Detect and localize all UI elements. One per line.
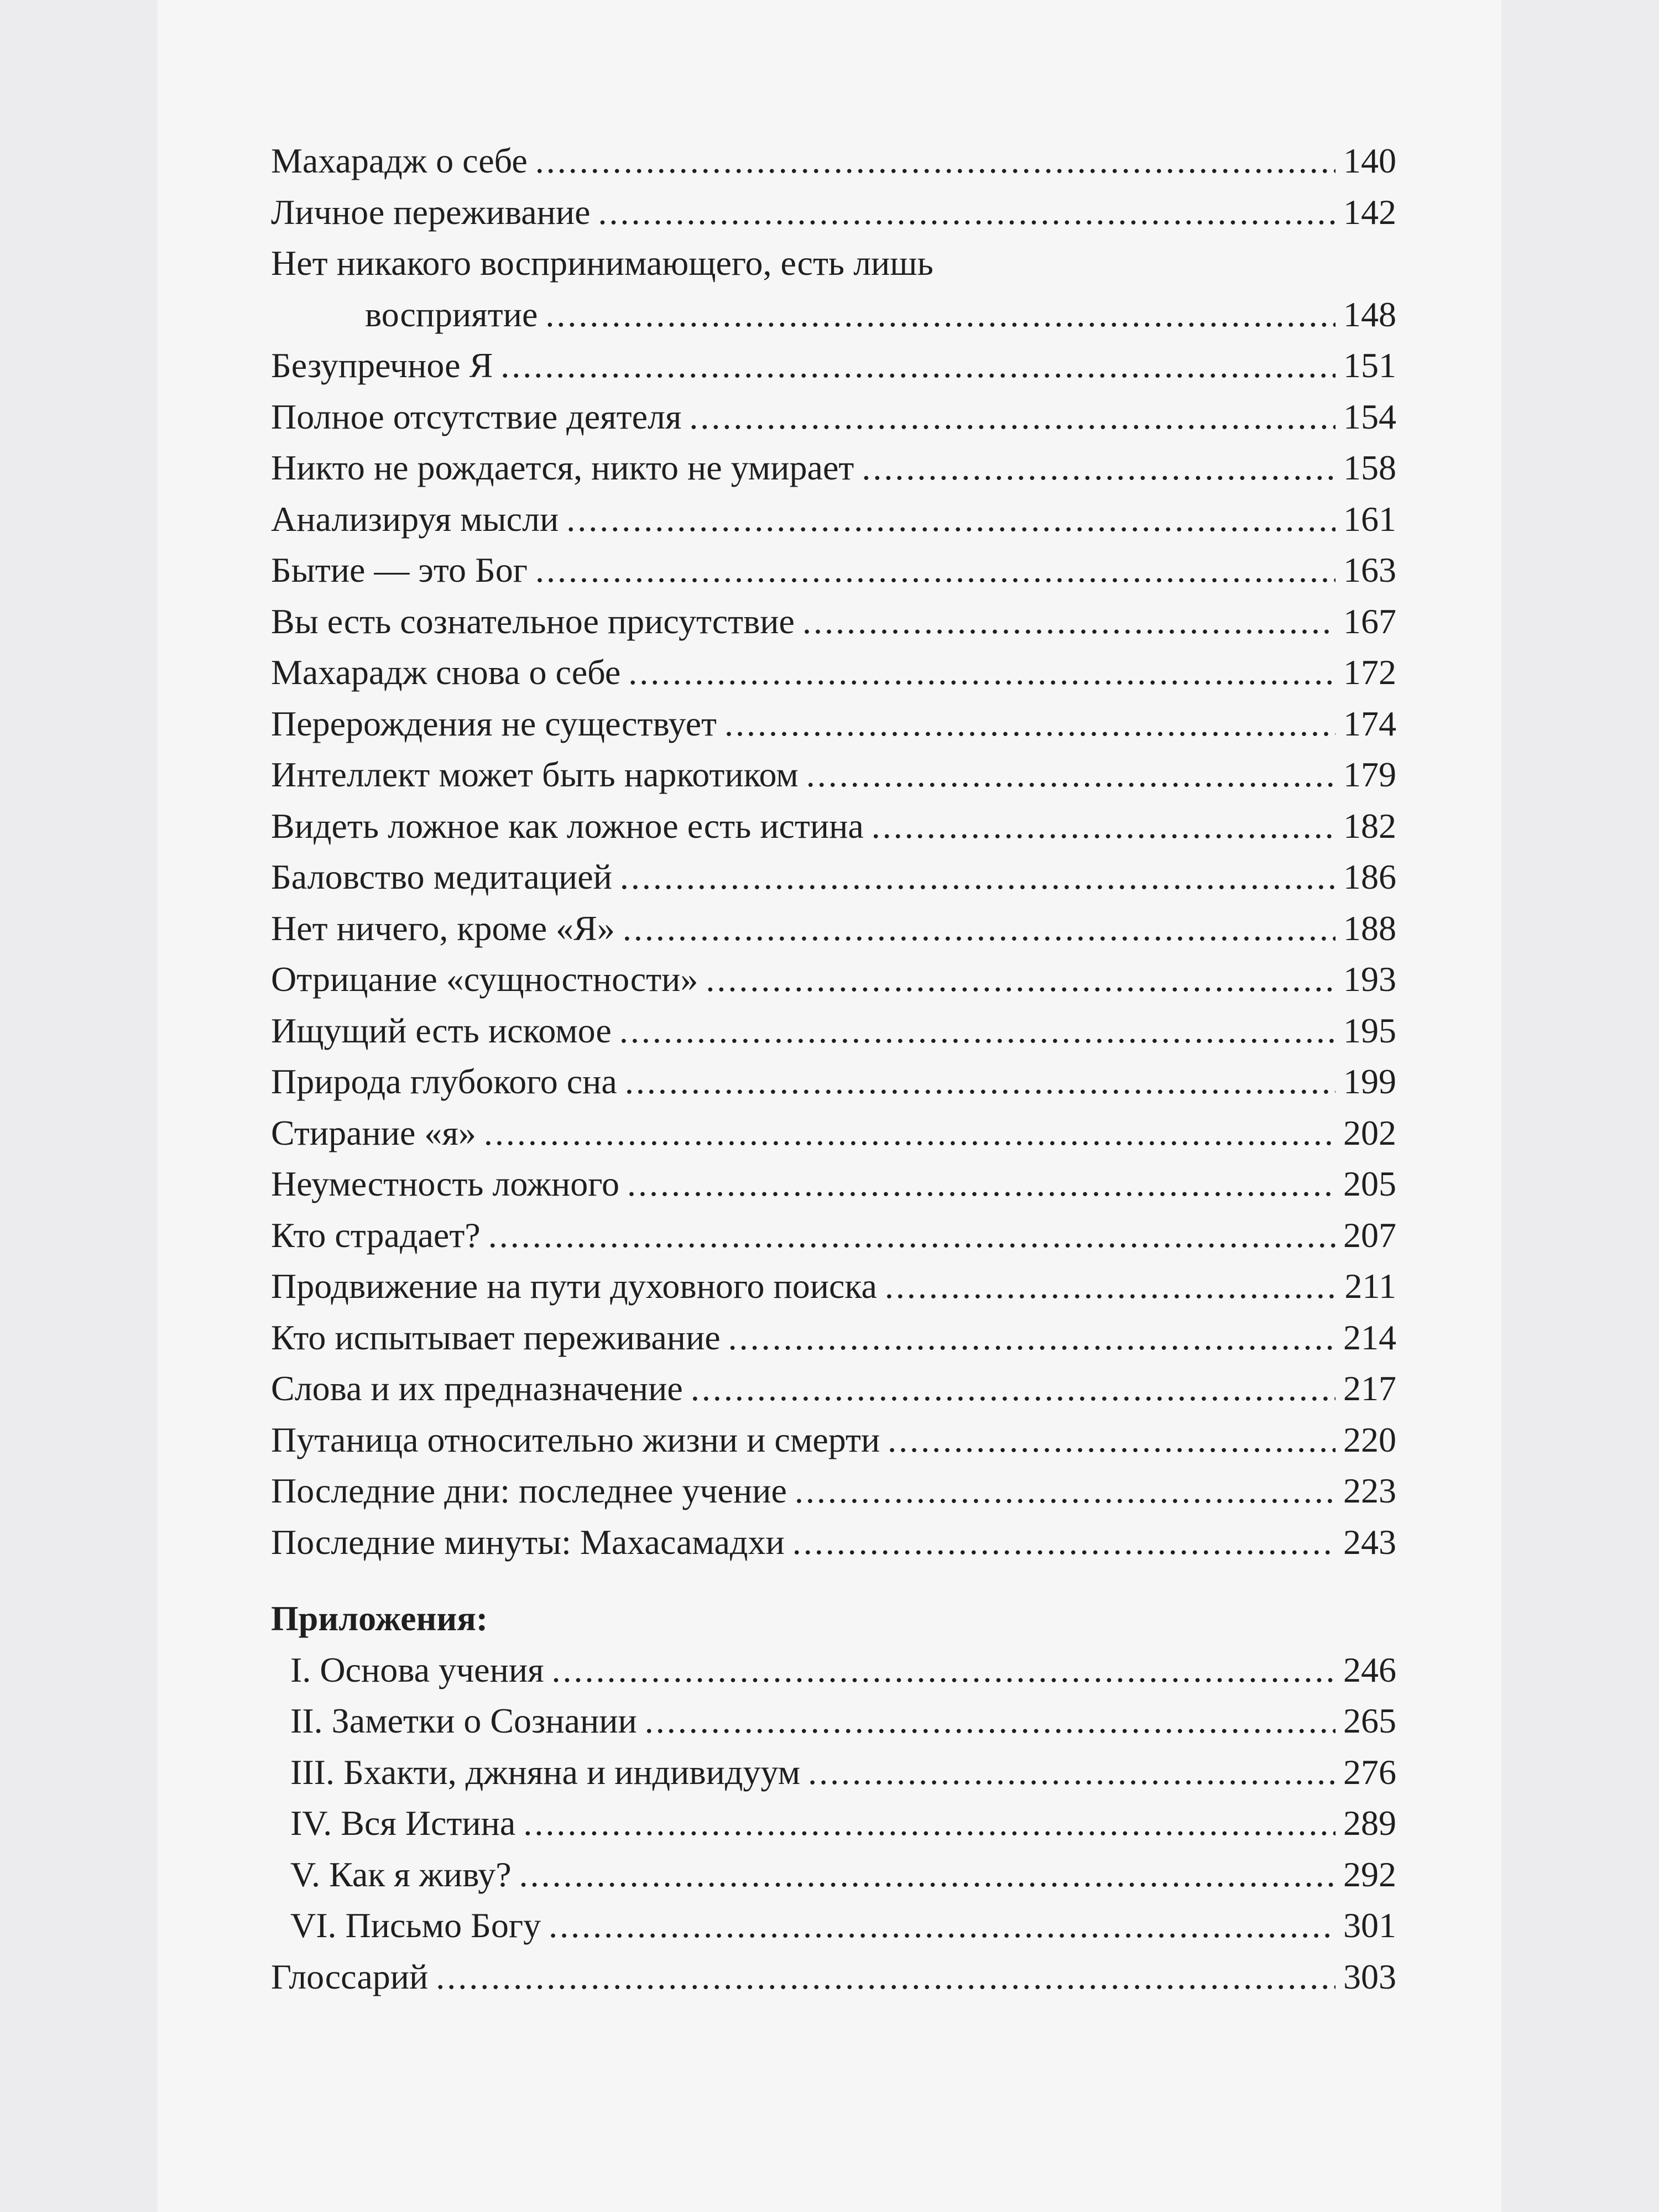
toc-entry-title: Отрицание «сущностности» — [271, 959, 698, 999]
toc-entry — [271, 1363, 1396, 1415]
toc-entry — [271, 1005, 1396, 1057]
toc-entry — [271, 187, 1396, 238]
toc-page-number: 220 — [1343, 1420, 1396, 1459]
toc-appendix-entry — [271, 1645, 1396, 1696]
toc-page-number: 161 — [1343, 499, 1396, 539]
leader-dots — [724, 698, 1335, 750]
toc-page-number: 154 — [1343, 397, 1396, 436]
toc-page-number: 188 — [1343, 908, 1396, 948]
toc-page-number: 172 — [1343, 653, 1396, 692]
toc-page-number: 211 — [1344, 1266, 1396, 1306]
toc-entry — [271, 903, 1396, 954]
toc-page-number: 186 — [1343, 857, 1396, 896]
toc-entry-title: Нет ничего, кроме «Я» — [271, 908, 615, 948]
leader-dots — [728, 1312, 1335, 1364]
toc-entry-title: Кто страдает? — [271, 1215, 481, 1255]
leader-dots — [535, 545, 1335, 596]
toc-entry — [271, 1517, 1396, 1568]
toc-entry-title: Баловство медитацией — [271, 857, 612, 896]
toc-page-number: 199 — [1343, 1062, 1396, 1101]
leader-dots — [566, 494, 1335, 545]
leader-dots — [645, 1695, 1335, 1747]
toc-entry-title: Слова и их предназначение — [271, 1369, 683, 1408]
toc-entry-title: II. Заметки о Сознании — [290, 1701, 637, 1740]
toc-glossary-entry — [271, 1952, 1396, 2003]
toc-page-number: 179 — [1343, 755, 1396, 794]
toc-entry-title: Видеть ложное как ложное есть истина — [271, 806, 864, 846]
leader-dots — [689, 392, 1335, 443]
toc-entry — [271, 698, 1396, 750]
toc-entry — [271, 1108, 1396, 1159]
leader-dots — [792, 1517, 1335, 1568]
toc-page-number: 174 — [1343, 703, 1396, 743]
toc-entry-title: Никто не рождается, никто не умирает — [271, 448, 854, 487]
toc-entry-title: Ищущий есть искомое — [271, 1010, 612, 1050]
leader-dots — [619, 1005, 1335, 1057]
toc-entry — [271, 1415, 1396, 1466]
leader-dots — [484, 1108, 1335, 1159]
leader-dots — [620, 852, 1335, 903]
toc-page-number: 205 — [1343, 1164, 1396, 1203]
toc-entry-title: Кто испытывает переживание — [271, 1317, 721, 1357]
toc-page-number: 223 — [1343, 1471, 1396, 1510]
toc-entry-title: IV. Вся Истина — [290, 1803, 516, 1843]
leader-dots — [872, 801, 1335, 852]
leader-dots — [436, 1952, 1335, 2003]
toc-entry-title: Путаница относительно жизни и смерти — [271, 1420, 880, 1459]
table-of-contents — [271, 135, 1396, 2002]
leader-dots — [628, 647, 1335, 698]
leader-dots — [523, 1798, 1335, 1849]
toc-page-number: 167 — [1343, 601, 1396, 641]
toc-entry-title: Интеллект может быть наркотиком — [271, 755, 799, 794]
leader-dots — [885, 1261, 1337, 1312]
toc-entry-title: Глоссарий — [271, 1957, 429, 1996]
toc-entry — [271, 852, 1396, 903]
leader-dots — [545, 289, 1335, 341]
toc-page-number: 193 — [1343, 959, 1396, 999]
leader-dots — [598, 187, 1336, 238]
toc-appendix-entry — [271, 1849, 1396, 1901]
toc-page-number: 195 — [1343, 1010, 1396, 1050]
leader-dots — [808, 1747, 1335, 1798]
toc-page-number: 142 — [1343, 192, 1396, 232]
toc-appendix-entry — [271, 1900, 1396, 1952]
leader-dots — [519, 1849, 1335, 1901]
toc-entry-title: Неуместность ложного — [271, 1164, 619, 1203]
leader-dots — [888, 1415, 1335, 1466]
leader-dots — [806, 749, 1335, 801]
leader-dots — [627, 1159, 1335, 1210]
toc-page-number: 214 — [1343, 1317, 1396, 1357]
leader-dots — [500, 340, 1335, 392]
leader-dots — [706, 954, 1335, 1005]
toc-entry — [271, 289, 1396, 341]
toc-entry-title: Личное переживание — [271, 192, 591, 232]
toc-entry — [271, 545, 1396, 596]
leader-dots — [795, 1465, 1335, 1517]
toc-page-number: 289 — [1343, 1803, 1396, 1843]
toc-page-number: 148 — [1343, 294, 1396, 334]
toc-entry-title: Безупречное Я — [271, 346, 493, 385]
toc-page-number: 163 — [1343, 550, 1396, 589]
toc-entry — [271, 749, 1396, 801]
toc-entry-title: I. Основа учения — [290, 1650, 544, 1689]
toc-appendix-entry — [271, 1747, 1396, 1798]
toc-page-number: 243 — [1343, 1522, 1396, 1562]
toc-page-number: 140 — [1343, 141, 1396, 180]
leader-dots — [625, 1056, 1335, 1108]
toc-page-number: 158 — [1343, 448, 1396, 487]
toc-page-number: 207 — [1343, 1215, 1396, 1255]
toc-entry — [271, 1159, 1396, 1210]
toc-entry-title: VI. Письмо Богу — [290, 1906, 541, 1945]
toc-entry-title: Стирание «я» — [271, 1113, 476, 1152]
toc-entry-title: Махарадж снова о себе — [271, 653, 621, 692]
toc-entry — [271, 340, 1396, 392]
leader-dots — [802, 596, 1335, 648]
toc-entry — [271, 1210, 1396, 1261]
toc-page-number: 303 — [1343, 1957, 1396, 1996]
leader-dots — [691, 1363, 1335, 1415]
leader-dots — [488, 1210, 1335, 1261]
toc-entry — [271, 1312, 1396, 1364]
toc-page-number: 246 — [1343, 1650, 1396, 1689]
toc-entry-title: Махарадж о себе — [271, 141, 528, 180]
toc-entry-title: III. Бхакти, джняна и индивидуум — [290, 1752, 801, 1792]
toc-entry-title: Последние минуты: Махасамадхи — [271, 1522, 785, 1562]
toc-entry-title: Последние дни: последнее учение — [271, 1471, 787, 1510]
leader-dots — [862, 442, 1335, 494]
toc-entry-title-continued: восприятие — [365, 294, 538, 334]
toc-entry — [271, 1465, 1396, 1517]
leader-dots — [552, 1645, 1336, 1696]
toc-entry — [271, 954, 1396, 1005]
toc-entry-title: Природа глубокого сна — [271, 1062, 617, 1101]
toc-entry-title: Анализируя мысли — [271, 499, 559, 539]
toc-page-number: 265 — [1343, 1701, 1396, 1740]
toc-page-number: 217 — [1343, 1369, 1396, 1408]
toc-page-number: 301 — [1343, 1906, 1396, 1945]
toc-entry-title: Бытие — это Бог — [271, 550, 528, 589]
leader-dots — [535, 135, 1335, 187]
toc-entry — [271, 135, 1396, 187]
toc-entry — [271, 1056, 1396, 1108]
toc-page-number: 151 — [1343, 346, 1396, 385]
toc-entry-title-line: Нет никакого воспринимающего, есть лишь — [271, 243, 933, 283]
toc-entry-title: Вы есть сознательное присутствие — [271, 601, 795, 641]
toc-appendix-entry — [271, 1695, 1396, 1747]
toc-entry-title: Перерождения не существует — [271, 703, 717, 743]
toc-page-number: 202 — [1343, 1113, 1396, 1152]
toc-entry — [271, 494, 1396, 545]
toc-entry-title: Продвижение на пути духовного поиска — [271, 1266, 877, 1306]
toc-entry-title: V. Как я живу? — [290, 1854, 512, 1894]
appendices-heading: Приложения: — [271, 1599, 488, 1638]
toc-entry — [271, 596, 1396, 648]
toc-entry — [271, 1261, 1396, 1312]
toc-page-number: 182 — [1343, 806, 1396, 846]
toc-page-number: 292 — [1343, 1854, 1396, 1894]
toc-entry — [271, 801, 1396, 852]
toc-appendix-entry — [271, 1798, 1396, 1849]
toc-page-number: 276 — [1343, 1752, 1396, 1792]
toc-entry — [271, 442, 1396, 494]
leader-dots — [549, 1900, 1335, 1952]
toc-entry — [271, 647, 1396, 698]
leader-dots — [623, 903, 1335, 954]
toc-entry-title: Полное отсутствие деятеля — [271, 397, 682, 436]
toc-entry — [271, 392, 1396, 443]
